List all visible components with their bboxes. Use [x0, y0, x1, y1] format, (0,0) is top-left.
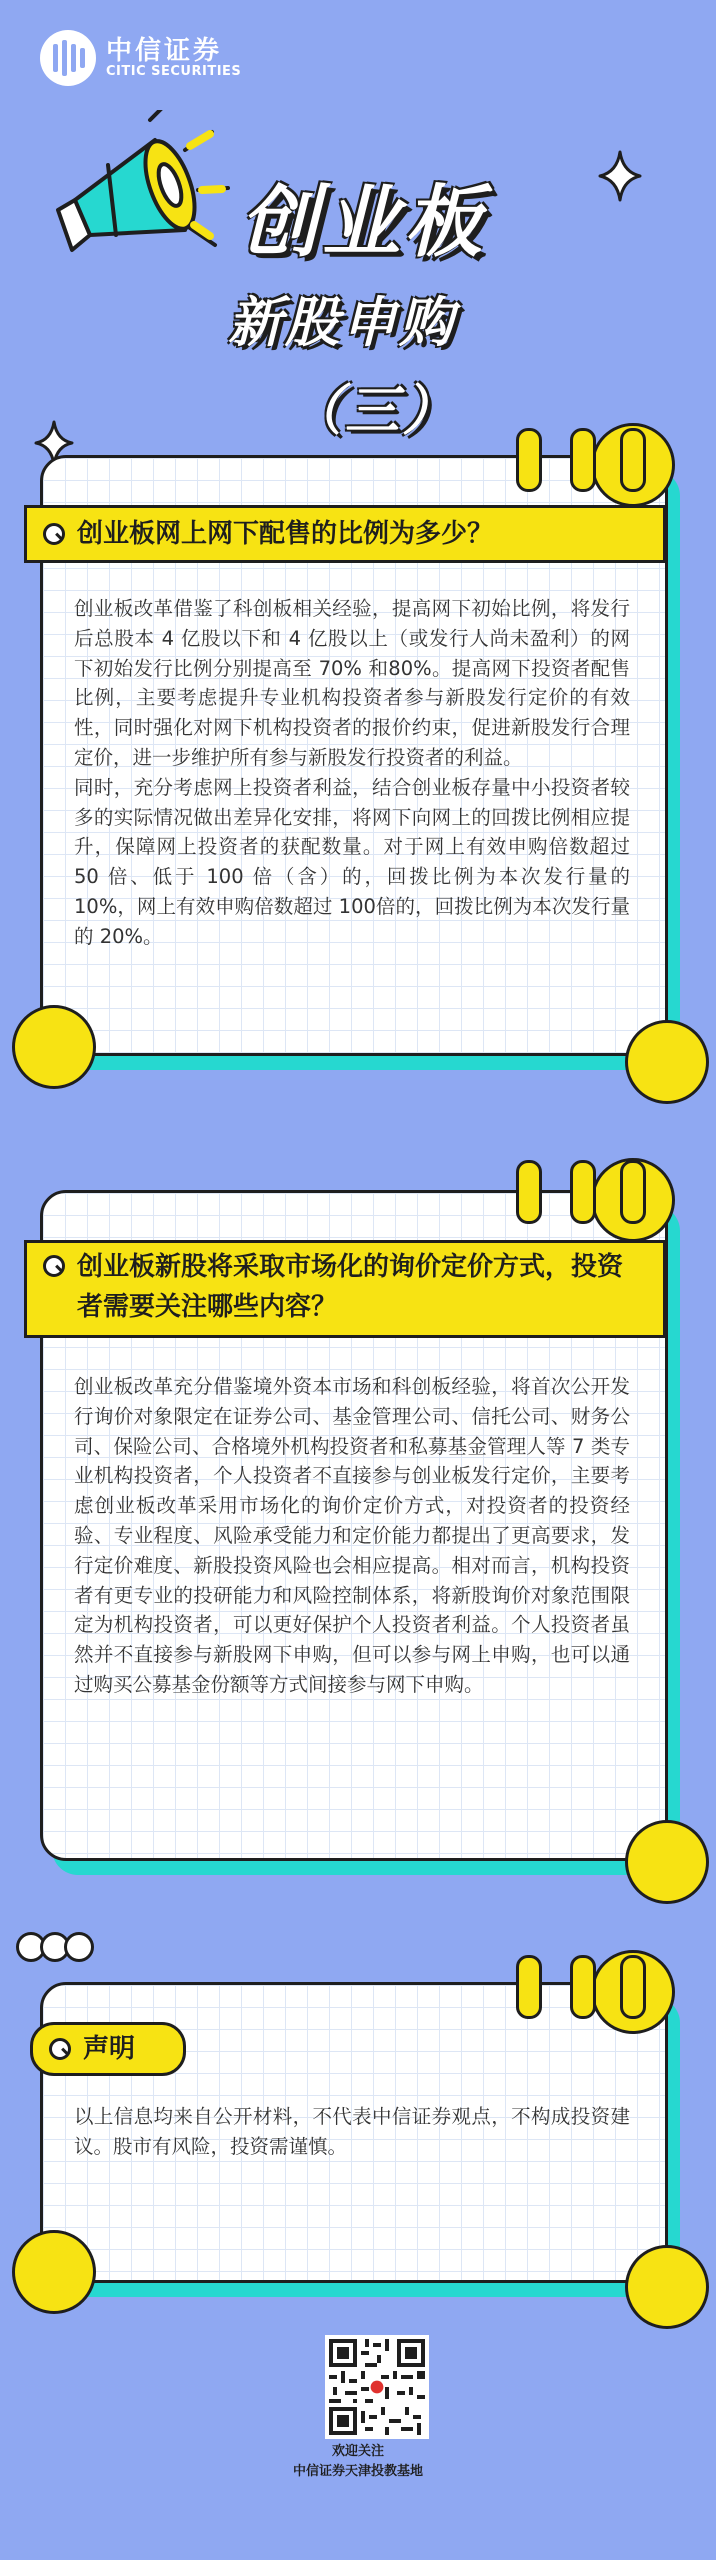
binder-ring-icon	[516, 1955, 542, 2019]
brand-logo	[40, 30, 241, 86]
binder-ring-icon	[516, 1160, 542, 1224]
bullet-icon	[43, 523, 65, 545]
bullet-icon	[49, 2038, 71, 2060]
page-subtitle: 新股申购	[228, 291, 456, 354]
binder-ring-icon	[620, 1160, 646, 1224]
footer-follow-text: 欢迎关注	[331, 2444, 384, 2459]
qr-code-icon	[325, 2335, 429, 2439]
disclaimer-text: 以上信息均来自公开材料，不代表中信证券观点，不构成投资建议。股市有风险，投资需谨慎。	[74, 2105, 630, 2158]
answer-2-paragraph-1: 创业板改革充分借鉴境外资本市场和科创板经验，将首次公开发行询价对象限定在证券公司、基金管理公司、信托公司、财务公司、保险公司、合格境外机构投资者和私募基金管理人等 7 类专业机构投资者，个人投资者不直接参与创业板发行定价，主要考虑创业板改革采用市场化的询价定价方式，对投资者的投资经验、专业程度、风险承受能力和定价能力都提出了更高要求，发行定价难度、新股投资风险也会相应提高。相对而言，机构投资者有更专业的投研能力和风险控制体系，将新股询价对象范围限定为机构投资者，可以更好保护个人投资者利益。个人投资者虽然并不直接参与新股网下申购，但可以参与网上申购，也可以通过购买公募基金份额等方式间接参与网下申购。	[74, 1375, 630, 1696]
binder-ring-icon	[516, 428, 542, 492]
sparkle-icon	[598, 150, 642, 202]
answer-1-paragraph-2: 同时，充分考虑网上投资者利益，结合创业板存量中小投资者较多的实际情况做出差异化安排，将网下向网上的回拨比例相应提升，保障网上投资者的获配数量。对于网上有效申购倍数超过 50 倍、低于 100 倍（含）的，回拨比例为本次发行量的 10%，网上有效申购倍数超过 100倍的，回拨比例为本次发行量的 20%。	[74, 775, 630, 948]
disclaimer-title-bar	[30, 2022, 186, 2076]
answer-1-paragraph-1: 创业板改革借鉴了科创板相关经验，提高网下初始比例，将发行后总股本 4 亿股以下和 4 亿股以上（或发行人尚未盈利）的网下初始发行比例分别提高至 70% 和80%。提高网下投资者配售比例，主要考虑提升专业机构投资者参与新股发行定价的有效性，同时强化对网下机构投资者的报价约束，促进新股发行合理定价，进一步维护所有参与新股发行投资者的利益。	[74, 597, 630, 769]
binder-ring-icon	[620, 1955, 646, 2019]
binder-ring-icon	[570, 1955, 596, 2019]
megaphone-icon	[50, 110, 230, 280]
decor-circle	[64, 1932, 94, 1962]
question-1: 创业板网上网下配售的比例为多少？	[77, 519, 494, 549]
card-corner	[12, 2230, 96, 2314]
answer-1	[74, 594, 630, 952]
answer-2	[74, 1372, 630, 1700]
question-bar-2	[24, 1240, 666, 1338]
question-2: 创业板新股将采取市场化的询价定价方式，投资者需要关注哪些内容？	[77, 1252, 624, 1322]
question-bar-1	[24, 505, 666, 563]
footer-account-name: 中信证券天津投教基地	[292, 2464, 423, 2479]
brand-name-en: CITIC SECURITIES	[106, 64, 242, 80]
binder-ring-icon	[620, 428, 646, 492]
binder-ring-icon	[570, 1160, 596, 1224]
disclaimer-title: 声明	[83, 2034, 136, 2064]
bullet-icon	[43, 1255, 65, 1277]
page-title-number: （三）	[288, 379, 459, 442]
card-corner	[625, 1820, 709, 1904]
brand-name-cn: 中信证券	[106, 35, 223, 66]
card-corner	[12, 1005, 96, 1089]
page-title: 创业板	[240, 178, 487, 268]
card-corner	[625, 1020, 709, 1104]
card-corner	[625, 2245, 709, 2329]
binder-ring-icon	[570, 428, 596, 492]
citic-logo-icon	[40, 30, 96, 86]
